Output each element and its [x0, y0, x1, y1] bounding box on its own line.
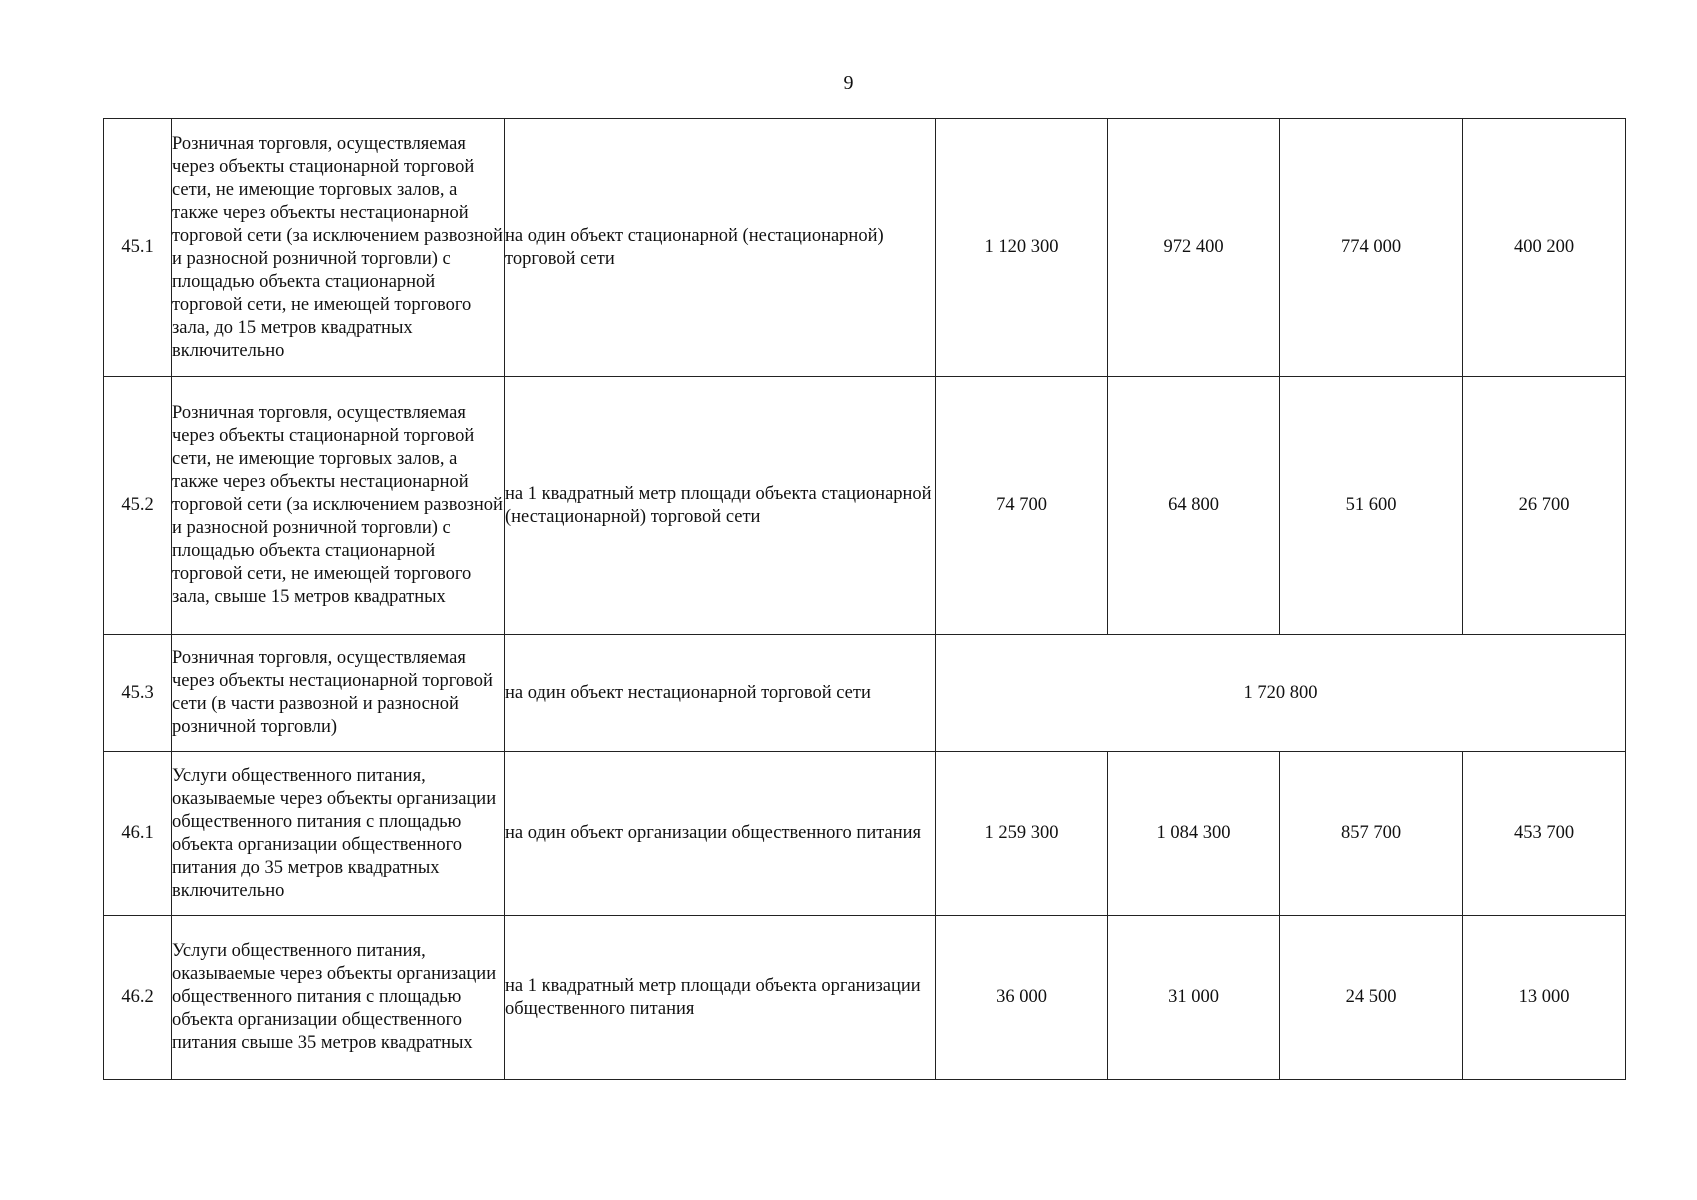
value-cell: 24 500 — [1280, 916, 1463, 1080]
table-row — [104, 635, 1626, 752]
unit-of-measure: на 1 квадратный метр площади объекта организации общественного питания — [505, 916, 936, 1080]
page-number: 9 — [843, 72, 854, 94]
activity-description: Услуги общественного питания, оказываемые через объекты организации общественного питания с площадью объекта организации общественного питания свыше 35 метров квадратных — [172, 916, 505, 1080]
activity-description: Услуги общественного питания, оказываемые через объекты организации общественного питания с площадью объекта организации общественного питания до 35 метров квадратных включительно — [172, 752, 505, 916]
value-cell: 1 120 300 — [936, 119, 1108, 377]
value-cell: 51 600 — [1280, 377, 1463, 635]
unit-of-measure: на один объект нестационарной торговой сети — [505, 635, 936, 752]
value-cell: 64 800 — [1108, 377, 1280, 635]
unit-of-measure: на один объект стационарной (нестационарной) торговой сети — [505, 119, 936, 377]
value-cell: 74 700 — [936, 377, 1108, 635]
value-cell: 36 000 — [936, 916, 1108, 1080]
table-row — [104, 377, 1626, 635]
tax-rate-table — [103, 118, 1626, 1080]
value-cell: 13 000 — [1463, 916, 1626, 1080]
table-row — [104, 119, 1626, 377]
table-row — [104, 916, 1626, 1080]
value-cell: 31 000 — [1108, 916, 1280, 1080]
unit-of-measure: на 1 квадратный метр площади объекта стационарной (нестационарной) торговой сети — [505, 377, 936, 635]
value-cell: 857 700 — [1280, 752, 1463, 916]
table-row — [104, 752, 1626, 916]
value-cell: 1 259 300 — [936, 752, 1108, 916]
unit-of-measure: на один объект организации общественного питания — [505, 752, 936, 916]
row-number: 45.3 — [104, 635, 172, 752]
value-cell: 1 084 300 — [1108, 752, 1280, 916]
value-cell: 400 200 — [1463, 119, 1626, 377]
value-cell: 972 400 — [1108, 119, 1280, 377]
value-cell: 26 700 — [1463, 377, 1626, 635]
value-cell: 453 700 — [1463, 752, 1626, 916]
activity-description: Розничная торговля, осуществляемая через объекты нестационарной торговой сети (в части развозной и разносной розничной торговли) — [172, 635, 505, 752]
row-number: 45.1 — [104, 119, 172, 377]
row-number: 46.1 — [104, 752, 172, 916]
value-cell: 774 000 — [1280, 119, 1463, 377]
activity-description: Розничная торговля, осуществляемая через объекты стационарной торговой сети, не имеющие торговых залов, а также через объекты нестационарной торговой сети (за исключением развозной и разносной розничной торговли) с площадью объекта стационарной торговой сети, не имеющей торгового зала, свыше 15 метров квадратных — [172, 377, 505, 635]
row-number: 46.2 — [104, 916, 172, 1080]
activity-description: Розничная торговля, осуществляемая через объекты стационарной торговой сети, не имеющие торговых залов, а также через объекты нестационарной торговой сети (за исключением развозной и разносной розничной торговли) с площадью объекта стационарной торговой сети, не имеющей торгового зала, до 15 метров квадратных включительно — [172, 119, 505, 377]
row-number: 45.2 — [104, 377, 172, 635]
merged-value-cell: 1 720 800 — [936, 635, 1626, 752]
